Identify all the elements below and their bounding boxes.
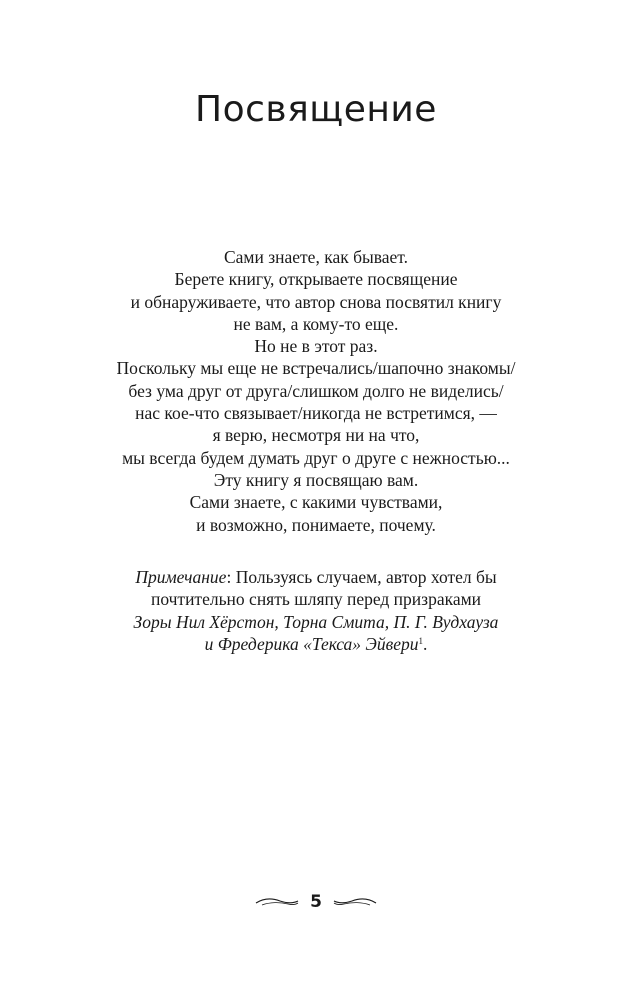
dedication-line: мы всегда будем думать друг о друге с нежностью... [122, 447, 510, 468]
dedication-line: Поскольку мы еще не встречались/шапочно знакомы/ [116, 358, 516, 379]
left-flourish-icon [254, 895, 300, 909]
dedication-line: Берете книгу, открываете посвящение [174, 269, 458, 290]
note-line: Зоры Нил Хёрстон, Торна Смита, П. Г. Вудхауза [133, 611, 499, 632]
dedication-line: без ума друг от друга/слишком долго не виделись/ [128, 380, 504, 401]
dedication-line: Сами знаете, с какими чувствами, [189, 492, 443, 513]
page-footer [0, 886, 632, 918]
author-note [0, 566, 632, 655]
page-number: 5 [310, 892, 322, 912]
dedication-line: Но не в этот раз. [254, 336, 378, 357]
note-label: Примечание [135, 567, 227, 587]
dedication-line: и обнаруживаете, что автор снова посвятил книгу [130, 291, 502, 312]
dedication-line: нас кое-что связывает/никогда не встретимся, — [135, 403, 497, 424]
note-names: и Фредерика «Текса» Эйвери [204, 633, 419, 654]
dedication-line: и возможно, понимаете, почему. [196, 514, 436, 535]
dedication-line: Эту книгу я посвящаю вам. [213, 469, 419, 490]
dedication-line: не вам, а кому-то еще. [233, 313, 399, 334]
note-line [0, 633, 632, 655]
page-title: Посвящение [195, 89, 437, 130]
right-flourish-icon [332, 895, 378, 909]
dedication-line: я верю, несмотря ни на что, [212, 425, 420, 446]
dedication-text [0, 246, 632, 536]
footnote-marker[interactable]: 1 [418, 635, 423, 646]
note-line: почтительно снять шляпу перед призраками [150, 589, 482, 610]
note-text: : Пользуясь случаем, автор хотел бы [226, 567, 497, 587]
note-period: . [423, 633, 428, 654]
dedication-line: Сами знаете, как бывает. [223, 247, 409, 267]
note-line [0, 566, 632, 588]
